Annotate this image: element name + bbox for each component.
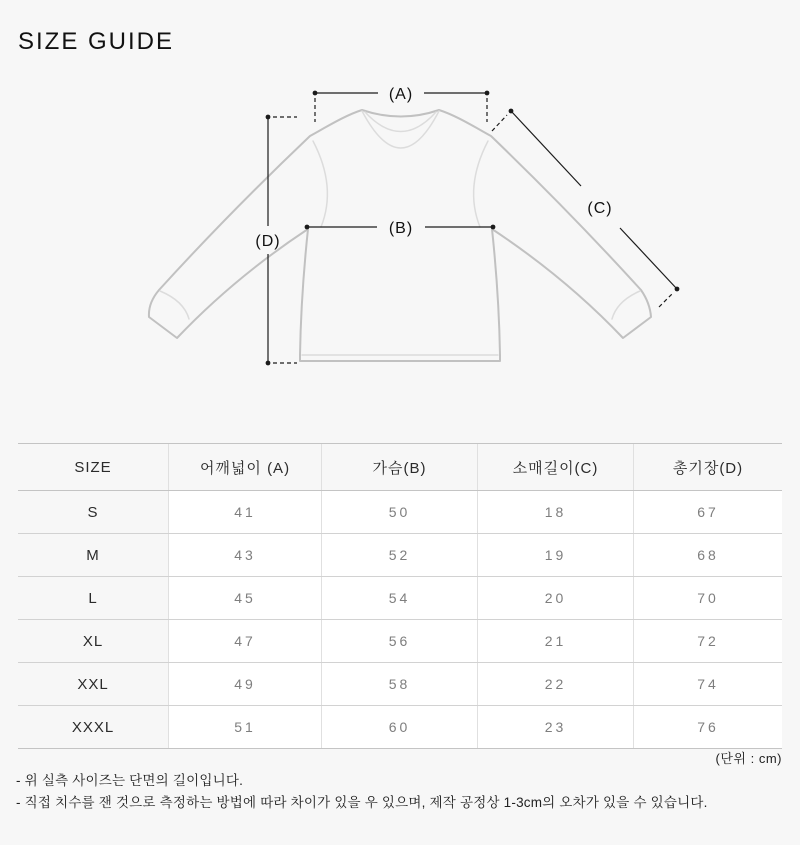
value-cell: 18 bbox=[477, 491, 633, 533]
value-cell: 60 bbox=[321, 706, 477, 748]
note-line: - 직접 치수를 잰 것으로 측정하는 방법에 따라 차이가 있을 우 있으며, 제작 공정상 1-3cm의 오차가 있을 수 있습니다. bbox=[16, 795, 708, 810]
value-cell: 50 bbox=[321, 491, 477, 533]
measurement-a-label: (A) bbox=[388, 86, 414, 103]
value-cell: 51 bbox=[168, 706, 321, 748]
header-cell: 어깨넓이 (A) bbox=[168, 444, 321, 490]
value-cell: 74 bbox=[633, 663, 782, 705]
measurement-b-label: (B) bbox=[388, 220, 414, 237]
measurement-a-dot bbox=[485, 91, 490, 96]
size-cell: XL bbox=[82, 632, 104, 650]
value-cell: 70 bbox=[633, 577, 782, 619]
note-line: - 위 실측 사이즈는 단면의 길이입니다. bbox=[16, 773, 244, 788]
footer-notes bbox=[16, 770, 708, 814]
value-cell: 23 bbox=[477, 706, 633, 748]
measurement-c bbox=[492, 111, 677, 307]
value-cell: 22 bbox=[477, 663, 633, 705]
shirt-measurement-diagram bbox=[0, 80, 800, 425]
size-cell: XXL bbox=[77, 675, 109, 693]
value-cell: 72 bbox=[633, 620, 782, 662]
value-cell: 76 bbox=[633, 706, 782, 748]
measurement-a-dot bbox=[313, 91, 318, 96]
value-cell: 45 bbox=[168, 577, 321, 619]
value-cell: 49 bbox=[168, 663, 321, 705]
value-cell: 43 bbox=[168, 534, 321, 576]
value-cell: 54 bbox=[321, 577, 477, 619]
value-cell: 19 bbox=[477, 534, 633, 576]
value-cell: 52 bbox=[321, 534, 477, 576]
measurement-c-dot bbox=[509, 109, 514, 114]
page-title: SIZE GUIDE bbox=[18, 28, 175, 55]
size-cell: XXXL bbox=[71, 718, 115, 736]
value-cell: 41 bbox=[168, 491, 321, 533]
size-cell: M bbox=[86, 546, 100, 564]
measurement-d-dot bbox=[266, 115, 271, 120]
header-cell: 총기장(D) bbox=[633, 444, 782, 490]
header-cell: SIZE bbox=[74, 458, 112, 476]
value-cell: 68 bbox=[633, 534, 782, 576]
table-row bbox=[18, 706, 782, 749]
value-cell: 21 bbox=[477, 620, 633, 662]
table-row bbox=[18, 577, 782, 620]
value-cell: 47 bbox=[168, 620, 321, 662]
measurement-c-dot bbox=[675, 287, 680, 292]
measurement-b-dot bbox=[305, 225, 310, 230]
measurement-d-dot bbox=[266, 361, 271, 366]
value-cell: 58 bbox=[321, 663, 477, 705]
header-cell: 가슴(B) bbox=[321, 444, 477, 490]
size-table-header bbox=[18, 444, 782, 491]
table-row bbox=[18, 491, 782, 534]
measurement-b-dot bbox=[491, 225, 496, 230]
size-table bbox=[18, 443, 782, 749]
header-cell: 소매길이(C) bbox=[477, 444, 633, 490]
value-cell: 67 bbox=[633, 491, 782, 533]
table-row bbox=[18, 620, 782, 663]
size-cell: S bbox=[87, 503, 99, 521]
size-cell: L bbox=[88, 589, 98, 607]
table-row bbox=[18, 534, 782, 577]
unit-label: (단위 : cm) bbox=[715, 751, 782, 766]
header-row bbox=[18, 444, 782, 491]
table-row bbox=[18, 663, 782, 706]
value-cell: 20 bbox=[477, 577, 633, 619]
value-cell: 56 bbox=[321, 620, 477, 662]
size-table-body bbox=[18, 491, 782, 749]
measurement-d-label: (D) bbox=[255, 233, 281, 250]
measurement-c-label: (C) bbox=[587, 200, 613, 217]
